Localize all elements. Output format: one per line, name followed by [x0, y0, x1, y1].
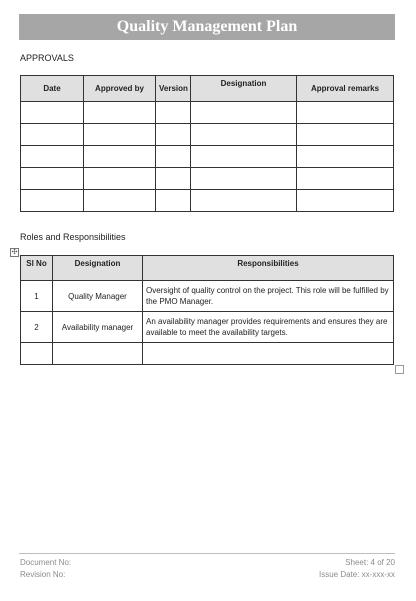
table-row: [21, 312, 394, 343]
footer-divider: [19, 553, 395, 554]
table-cell[interactable]: [191, 102, 297, 124]
table-cell[interactable]: [156, 190, 191, 212]
table-cell[interactable]: [297, 146, 394, 168]
roles-header-responsibilities: Responsibilities: [143, 256, 394, 281]
approvals-section-label: APPROVALS: [20, 53, 74, 63]
table-move-handle-icon[interactable]: ✣: [11, 249, 18, 256]
table-cell[interactable]: An availability manager provides requirements and ensures they are available to meet the availability targets.: [143, 312, 394, 343]
footer-revision-no: Revision No:: [20, 570, 66, 579]
table-cell[interactable]: [156, 168, 191, 190]
approvals-table: [20, 75, 394, 212]
table-cell[interactable]: Availability manager: [53, 312, 143, 343]
approvals-header-version: Version: [156, 76, 191, 102]
table-row: [21, 124, 394, 146]
table-cell[interactable]: [84, 190, 156, 212]
footer-sheet: Sheet: 4 of 20: [345, 558, 395, 567]
table-cell[interactable]: [156, 146, 191, 168]
table-row: [21, 281, 394, 312]
footer-issue-date: Issue Date: xx-xxx-xx: [318, 570, 395, 579]
table-cell[interactable]: [191, 124, 297, 146]
roles-header-sl-no: Sl No: [21, 256, 53, 281]
roles-section-label: Roles and Responsibilities: [20, 232, 126, 242]
table-cell[interactable]: [143, 343, 394, 365]
table-cell[interactable]: [156, 124, 191, 146]
table-row: [21, 190, 394, 212]
approvals-header-date: Date: [21, 76, 84, 102]
table-cell[interactable]: [297, 102, 394, 124]
approvals-header-designation: Designation: [191, 76, 297, 102]
roles-header-designation: Designation: [53, 256, 143, 281]
table-cell[interactable]: [84, 168, 156, 190]
table-row: [21, 102, 394, 124]
table-cell[interactable]: [297, 168, 394, 190]
table-cell[interactable]: [53, 343, 143, 365]
table-cell[interactable]: Quality Manager: [53, 281, 143, 312]
table-cell[interactable]: [191, 168, 297, 190]
table-cell[interactable]: [191, 146, 297, 168]
table-cell[interactable]: [21, 168, 84, 190]
table-cell[interactable]: [84, 102, 156, 124]
roles-table: [20, 255, 394, 365]
table-cell[interactable]: [191, 190, 297, 212]
table-cell[interactable]: 1: [21, 281, 53, 312]
table-cell[interactable]: [297, 124, 394, 146]
table-row: [21, 343, 394, 365]
table-cell[interactable]: 2: [21, 312, 53, 343]
table-cell[interactable]: [297, 190, 394, 212]
table-cell[interactable]: [84, 124, 156, 146]
table-cell[interactable]: [21, 343, 53, 365]
document-title: Quality Management Plan: [19, 14, 395, 40]
table-row: [21, 168, 394, 190]
roles-header-row: [21, 256, 394, 281]
approvals-header-approved-by: Approved by: [84, 76, 156, 102]
table-resize-handle[interactable]: [395, 365, 404, 374]
table-cell[interactable]: [156, 102, 191, 124]
table-cell[interactable]: [84, 146, 156, 168]
table-cell[interactable]: [21, 146, 84, 168]
approvals-header-remarks: Approval remarks: [297, 76, 394, 102]
table-cell[interactable]: Oversight of quality control on the project. This role will be fulfilled by the PMO Manager.: [143, 281, 394, 312]
table-cell[interactable]: [21, 124, 84, 146]
table-cell[interactable]: [21, 102, 84, 124]
table-cell[interactable]: [21, 190, 84, 212]
approvals-header-row: [21, 76, 394, 102]
footer-document-no: Document No:: [20, 558, 72, 567]
table-row: [21, 146, 394, 168]
